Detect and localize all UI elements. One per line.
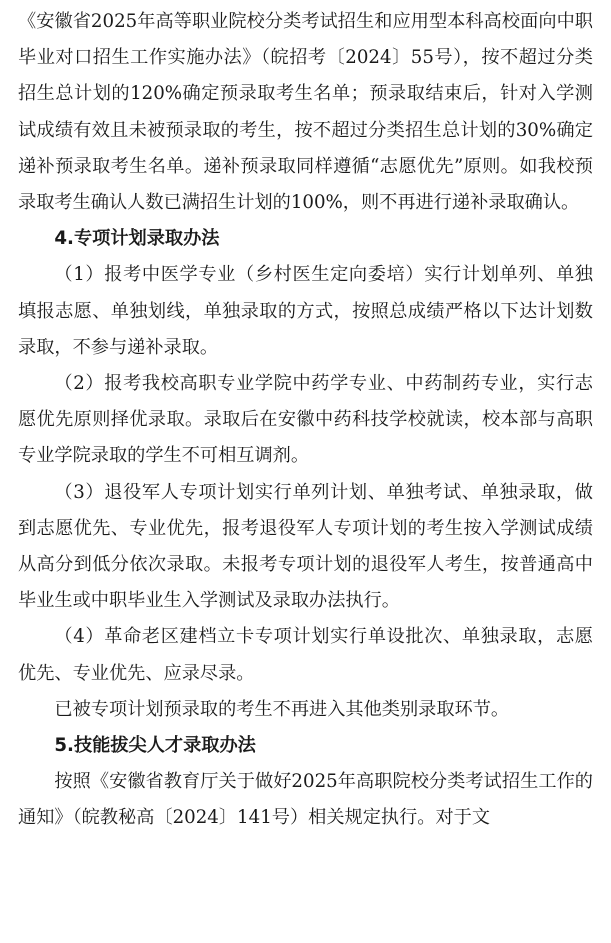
- heading-skill-talent: 5.技能拔尖人才录取办法: [54, 735, 256, 757]
- heading-special-plan: 4.专项计划录取办法: [54, 228, 220, 250]
- paragraph-special-plan-note: 已被专项计划预录取的考生不再进入其他类别录取环节。: [54, 698, 510, 720]
- paragraph-rural-doctor: （1）报考中医学专业（乡村医生定向委培）实行计划单列、单独填报志愿、单独划线，单独录取的方式，按照总成绩严格以下达计划数录取，不参与递补录取。: [18, 264, 593, 358]
- paragraph-admission-rules: 《安徽省2025年高等职业院校分类考试招生和应用型本科高校面向中职毕业对口招生工作实施办法》（皖招考〔2024〕55号），按不超过分类招生总计划的120%确定预录取考生名单；预录取结束后，针对入学测试成绩有效且未被预录取的考生，按不超过分类招生总计划的30%确定递补预录取考生名单。递补预录取同样遵循“志愿优先”原则。如我校预录取考生确认人数已满招生计划的100%，则不再进行递补录取确认。: [18, 11, 593, 214]
- paragraph-old-revolutionary-area: （4）革命老区建档立卡专项计划实行单设批次、单独录取，志愿优先、专业优先、应录尽录。: [18, 626, 593, 684]
- paragraph-skill-talent: 按照《安徽省教育厅关于做好2025年高职院校分类考试招生工作的通知》（皖教秘高〔2024〕141号）相关规定执行。对于文: [18, 771, 593, 829]
- paragraph-veterans: （3）退役军人专项计划实行单列计划、单独考试、单独录取，做到志愿优先、专业优先，报考退役军人专项计划的考生按入学测试成绩从高分到低分依次录取。未报考专项计划的退役军人考生，按普通高中毕业生或中职毕业生入学测试及录取办法执行。: [18, 481, 593, 612]
- paragraph-chinese-medicine: （2）报考我校高职专业学院中药学专业、中药制药专业，实行志愿优先原则择优录取。录取后在安徽中药科技学校就读，校本部与高职专业学院录取的学生不可相互调剂。: [18, 373, 593, 467]
